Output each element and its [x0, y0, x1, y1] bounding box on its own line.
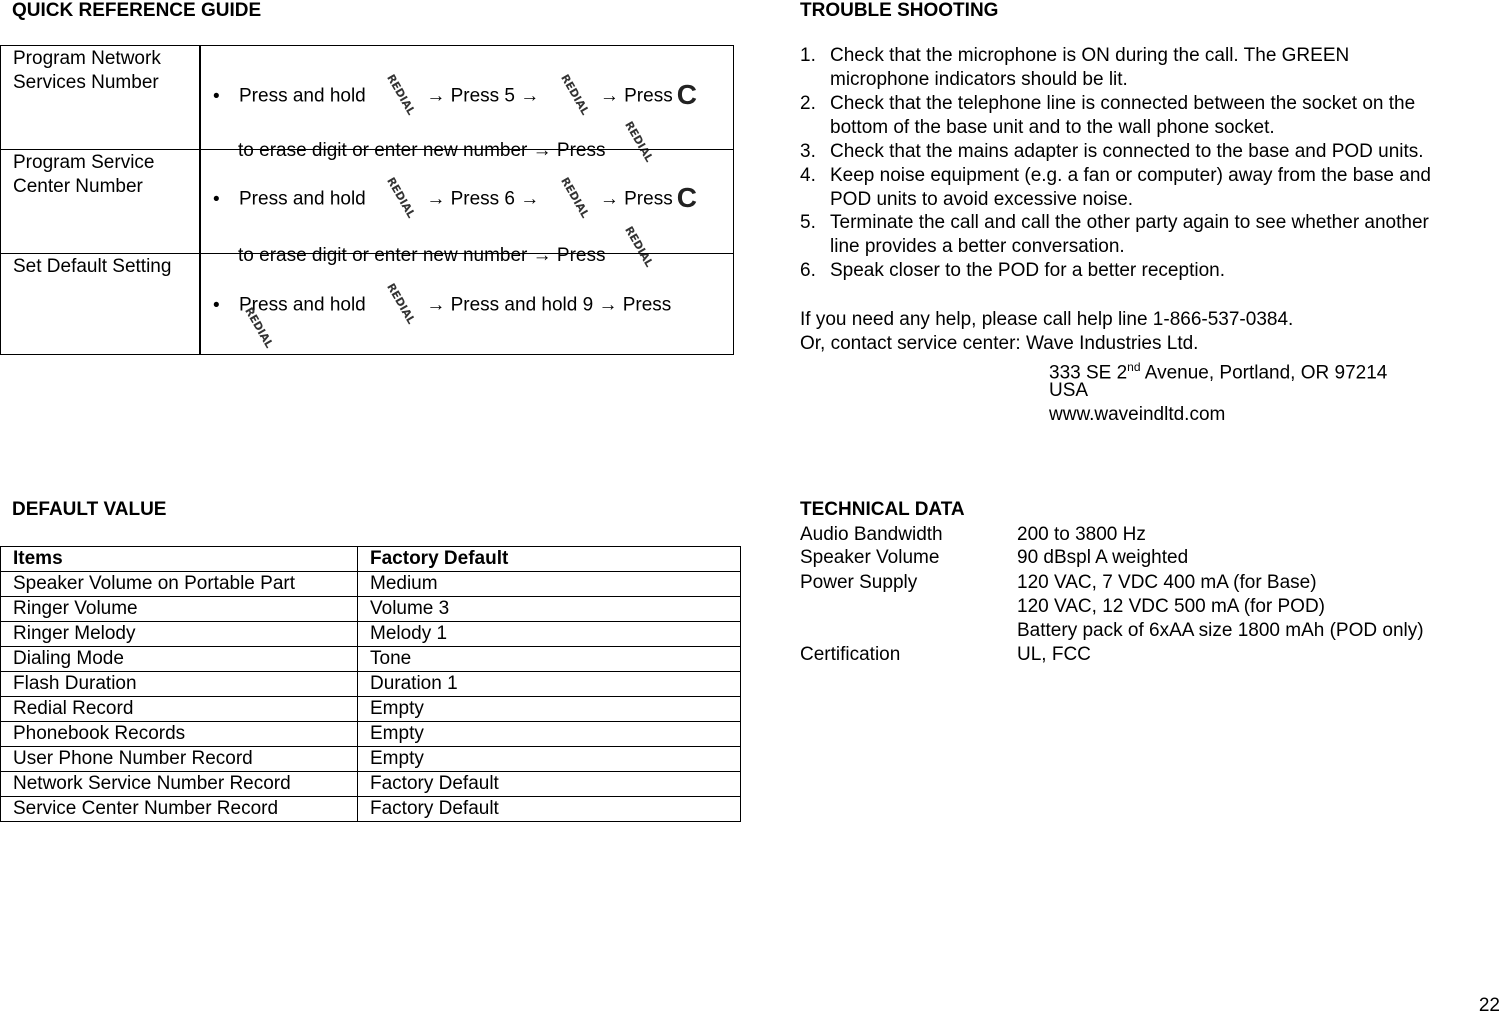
country: USA: [1049, 380, 1089, 401]
instruction-line: • Press and hold REDIAL → Press 5 → REDIAL → Press C: [213, 73, 697, 120]
list-item: 4. Keep noise equipment (e.g. a fan or computer) away from the base and: [800, 165, 1431, 186]
table-row: Network Service Number Record Factory Default: [1, 772, 741, 797]
quick-ref-row-network: [0, 45, 734, 165]
column-divider: [199, 150, 201, 253]
svg-text:REDIAL: REDIAL: [621, 224, 656, 270]
table-header-row: [1, 547, 741, 572]
list-item: 3. Check that the mains adapter is connected to the base and POD units.: [800, 141, 1424, 162]
spec-label: Power Supply: [800, 572, 918, 593]
svg-text:REDIAL: REDIAL: [557, 175, 592, 221]
redial-icon: [379, 72, 418, 120]
spec-value: 200 to 3800 Hz: [1017, 524, 1146, 545]
header-items: Items: [1, 547, 358, 572]
column-divider: [199, 46, 201, 149]
svg-text:REDIAL: REDIAL: [621, 119, 656, 165]
table-row: Redial Record Empty: [1, 697, 741, 722]
list-item-cont: POD units to avoid excessive noise.: [830, 189, 1134, 210]
list-item: 5. Terminate the call and call the other party again to see whether another: [800, 212, 1429, 233]
svg-text:REDIAL: REDIAL: [384, 281, 418, 327]
technical-data-title: TECHNICAL DATA: [800, 499, 965, 520]
address-line: 333 SE 2nd Avenue, Portland, OR 97214: [1049, 360, 1388, 384]
list-item: 1. Check that the microphone is ON during the call. The GREEN: [800, 45, 1350, 66]
instruction-line: • Press and hold REDIAL → Press and hold 9 → Press: [213, 282, 671, 329]
instruction-line: • Press and hold REDIAL → Press 6 → REDIAL → Press C: [213, 176, 697, 223]
website-link[interactable]: www.waveindltd.com: [1049, 404, 1226, 425]
list-item-cont: microphone indicators should be lit.: [830, 69, 1128, 90]
spec-value: 120 VAC, 7 VDC 400 mA (for Base): [1017, 572, 1317, 593]
contact-line: Or, contact service center: Wave Industries Ltd.: [800, 333, 1199, 354]
table-row: Speaker Volume on Portable Part Medium: [1, 572, 741, 597]
quick-reference-title: QUICK REFERENCE GUIDE: [12, 0, 262, 21]
redial-icon: [379, 175, 418, 223]
default-value-title: DEFAULT VALUE: [12, 499, 167, 520]
instruction-line: to erase digit or enter new number → Press REDIAL: [238, 229, 651, 272]
row-label: Program Service Center Number: [13, 152, 155, 197]
spec-value: UL, FCC: [1017, 644, 1091, 665]
column-divider: [199, 254, 201, 354]
svg-text:REDIAL: REDIAL: [384, 72, 418, 118]
redial-icon: [379, 281, 418, 329]
svg-text:REDIAL: REDIAL: [557, 72, 592, 118]
table-row: Flash Duration Duration 1: [1, 672, 741, 697]
spec-value: Battery pack of 6xAA size 1800 mAh (POD only): [1017, 620, 1424, 641]
table-row: Service Center Number Record Factory Default: [1, 797, 741, 822]
svg-text:REDIAL: REDIAL: [242, 305, 276, 351]
row-label: Program Network Services Number: [13, 48, 161, 93]
list-item: 6. Speak closer to the POD for a better reception.: [800, 260, 1225, 281]
list-item-cont: bottom of the base unit and to the wall phone socket.: [830, 117, 1275, 138]
table-row: Phonebook Records Empty: [1, 722, 741, 747]
quick-ref-row-default: [0, 253, 734, 355]
spec-label: Speaker Volume: [800, 547, 940, 568]
table-row: Dialing Mode Tone: [1, 647, 741, 672]
table-row: Ringer Volume Volume 3: [1, 597, 741, 622]
c-key-icon: C: [676, 78, 697, 110]
default-value-table: [0, 546, 741, 822]
spec-label: Audio Bandwidth: [800, 524, 943, 545]
spec-label: Certification: [800, 644, 901, 665]
svg-text:REDIAL: REDIAL: [384, 175, 418, 221]
header-factory-default: Factory Default: [358, 547, 741, 572]
instruction-line: to erase digit or enter new number → Press REDIAL: [238, 124, 651, 167]
row-label: Set Default Setting: [13, 256, 172, 277]
list-item: 2. Check that the telephone line is connected between the socket on the: [800, 93, 1416, 114]
c-key-icon: C: [676, 181, 697, 213]
spec-value: 120 VAC, 12 VDC 500 mA (for POD): [1017, 596, 1325, 617]
page-number: 22: [1478, 995, 1500, 1016]
list-item-cont: line provides a better conversation.: [830, 236, 1125, 257]
table-row: User Phone Number Record Empty: [1, 747, 741, 772]
help-line: If you need any help, please call help line 1-866-537-0384.: [800, 309, 1294, 330]
redial-icon: [553, 72, 592, 120]
table-row: Ringer Melody Melody 1: [1, 622, 741, 647]
redial-icon: [553, 175, 592, 223]
troubleshooting-title: TROUBLE SHOOTING: [800, 0, 999, 21]
spec-value: 90 dBspl A weighted: [1017, 547, 1189, 568]
redial-icon: [237, 305, 276, 355]
